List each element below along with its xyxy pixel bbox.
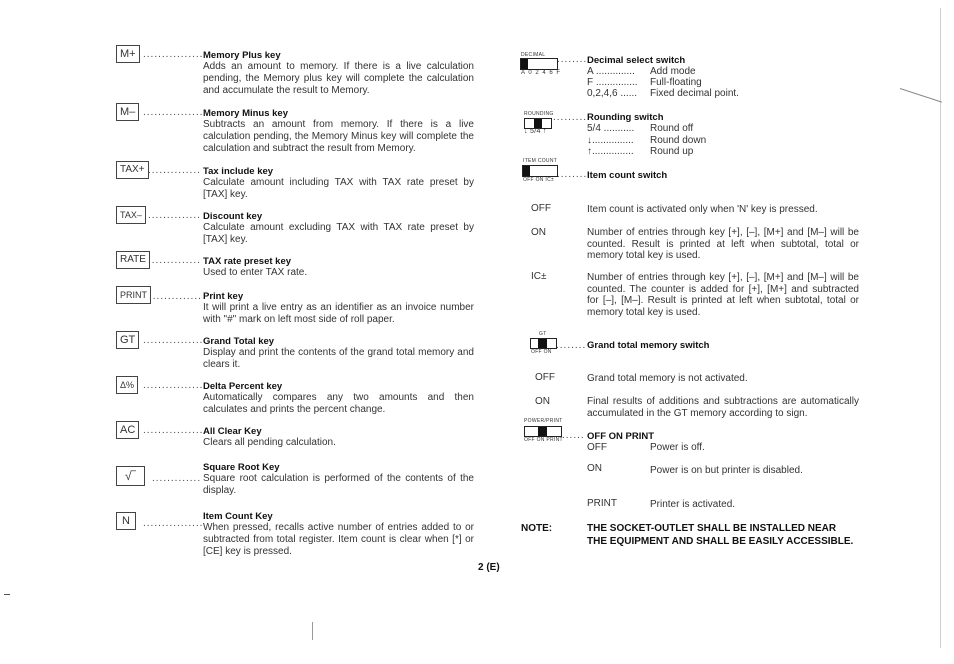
item-count-switch-label: ITEM COUNT [523, 158, 558, 164]
leader-dots: ........ [557, 54, 588, 65]
decimal-option-key: 0,2,4,6 ...... [587, 88, 638, 99]
delta-percent-desc: Automatically compares any two amounts and then calculates and prints the percent change. [203, 392, 474, 415]
leader-dots: ...... [562, 430, 585, 441]
square-root-title: Square Root Key [203, 462, 280, 473]
power-switch-label: POWER/PRINT [524, 418, 563, 424]
decimal-option-value: Full-floating [650, 77, 702, 88]
item-count-switch-icon [522, 165, 558, 177]
ac-key-symbol: AC [116, 421, 139, 439]
leader-dots: ........ [556, 340, 587, 351]
print-desc: It will print a live entry as an identifier as an invoice number with "#" mark on left most side of roll paper. [203, 302, 474, 325]
tax-include-desc: Calculate amount including TAX with TAX rate preset by [TAX] key. [203, 177, 474, 200]
rounding-option-value: Round down [650, 135, 707, 146]
rate-key-symbol: RATE [116, 251, 150, 269]
leader-dots: .............. [148, 165, 201, 176]
delta-percent-key-symbol: Δ% [116, 376, 138, 394]
gt-switch-scale: OFF ON [531, 349, 552, 355]
note-label: NOTE: [521, 523, 553, 534]
discount-title: Discount key [203, 211, 263, 222]
scan-fold-line [940, 8, 941, 648]
gt-on-desc: Final results of additions and subtractions are automatically accumulated in the GT memory according to sign. [587, 396, 859, 419]
memory-minus-title: Memory Minus key [203, 108, 288, 119]
gt-on-label: ON [535, 396, 550, 407]
power-switch-scale: OFF ON PRINT [524, 437, 563, 443]
leader-dots: ................ [143, 380, 204, 391]
decimal-option-value: Fixed decimal point. [650, 88, 739, 99]
decimal-switch-label: DECIMAL [521, 52, 546, 58]
decimal-switch-title: Decimal select switch [587, 55, 686, 66]
discount-desc: Calculate amount excluding TAX with TAX rate preset by [TAX] key. [203, 222, 474, 245]
page-number: 2 (E) [478, 562, 500, 573]
gt-switch-label: GT [539, 331, 547, 337]
leader-dots: .......... [553, 112, 591, 123]
tax-plus-key-symbol: TAX+ [116, 161, 149, 179]
leader-dots: ................ [143, 107, 204, 118]
scan-mark [900, 88, 942, 103]
leader-dots: .............. [148, 255, 201, 266]
power-on-label: ON [587, 463, 602, 474]
tax-include-title: Tax include key [203, 166, 274, 177]
rounding-switch-label: ROUNDING [524, 111, 554, 117]
memory-plus-title: Memory Plus key [203, 50, 281, 61]
decimal-option-key: F ............... [587, 77, 638, 88]
square-root-desc: Square root calculation is performed of the contents of the display. [203, 473, 474, 496]
leader-dots: .............. [149, 291, 202, 302]
item-count-ic-label: IC± [531, 271, 547, 282]
scan-corner-mark [4, 594, 10, 595]
item-count-off-label: OFF [531, 203, 551, 214]
decimal-option-value: Add mode [650, 66, 696, 77]
square-root-key-symbol: √‾ [116, 466, 145, 486]
power-print-label: PRINT [587, 498, 617, 509]
note-line-2: THE EQUIPMENT AND SHALL BE EASILY ACCESSIBLE. [587, 536, 854, 547]
item-count-key-title: Item Count Key [203, 511, 273, 522]
all-clear-desc: Clears all pending calculation. [203, 437, 336, 448]
memory-minus-key-symbol: M– [116, 103, 139, 121]
tax-minus-key-symbol: TAX– [116, 206, 146, 224]
power-switch-icon [524, 426, 562, 437]
leader-dots: ............. [152, 473, 202, 484]
rounding-option-key: ↓............... [587, 135, 634, 146]
tax-rate-title: TAX rate preset key [203, 256, 292, 267]
memory-plus-key-symbol: M+ [116, 45, 140, 63]
item-count-key-symbol: N [116, 512, 136, 530]
print-key-symbol: PRINT [116, 286, 151, 304]
scan-center-line [312, 622, 313, 640]
leader-dots: .............. [148, 210, 201, 221]
note-line-1: THE SOCKET-OUTLET SHALL BE INSTALLED NEAR [587, 523, 837, 534]
delta-percent-title: Delta Percent key [203, 381, 283, 392]
gt-key-symbol: GT [116, 331, 139, 349]
leader-dots: ................ [143, 425, 204, 436]
leader-dots: ................ [143, 335, 204, 346]
decimal-option-key: A .............. [587, 66, 635, 77]
gt-switch-icon [530, 338, 557, 349]
gt-off-label: OFF [535, 372, 555, 383]
grand-total-desc: Display and print the contents of the grand total memory and clears it. [203, 347, 474, 370]
power-on-desc: Power is on but printer is disabled. [650, 465, 803, 476]
rounding-switch-title: Rounding switch [587, 112, 664, 123]
item-count-off-desc: Item count is activated only when 'N' key is pressed. [587, 204, 818, 215]
rounding-option-value: Round off [650, 123, 694, 134]
item-count-switch-title: Item count switch [587, 170, 668, 181]
gt-switch-title: Grand total memory switch [587, 340, 710, 351]
item-count-ic-desc: Number of entries through key [+], [–], [M+] and [M–] will be counted. The counter is added for [+], [M+] and subtracted for [–], [M–]. Result is printed at left when subtotal, total or memory total key is used. [587, 272, 859, 318]
gt-off-desc: Grand total memory is not activated. [587, 373, 748, 384]
rounding-option-key: 5/4 ........... [587, 123, 635, 134]
power-switch-title: OFF ON PRINT [587, 431, 655, 442]
grand-total-title: Grand Total key [203, 336, 275, 347]
decimal-switch-icon [520, 58, 558, 70]
item-count-on-label: ON [531, 227, 546, 238]
item-count-key-desc: When pressed, recalls active number of entries added to or subtracted from total register. Item count is clear when [*] or [CE] key is pressed. [203, 522, 474, 557]
rounding-option-value: Round up [650, 146, 694, 157]
leader-dots: ................ [143, 518, 204, 529]
tax-rate-desc: Used to enter TAX rate. [203, 267, 308, 278]
decimal-switch-scale: A 0 2 4 6 F [521, 70, 562, 76]
item-count-switch-scale: OFF ON IC± [523, 177, 555, 183]
rounding-option-key: ↑............... [587, 146, 634, 157]
all-clear-title: All Clear Key [203, 426, 262, 437]
power-off-label: OFF [587, 442, 607, 453]
leader-dots: ................ [143, 49, 204, 60]
memory-plus-desc: Adds an amount to memory. If there is a live calculation pending, the Memory plus key will complete the calculation and accumulate the result to Memory. [203, 61, 474, 96]
power-print-desc: Printer is activated. [650, 499, 736, 510]
rounding-switch-scale: ↓ 5/4 ↑ [524, 128, 547, 135]
leader-dots: ........ [557, 169, 588, 180]
memory-minus-desc: Subtracts an amount from memory. If there is a live calculation pending, the Memory Minus key will complete the calculation and subtract the result from Memory. [203, 119, 474, 154]
power-off-desc: Power is off. [650, 442, 705, 453]
print-title: Print key [203, 291, 244, 302]
item-count-on-desc: Number of entries through key [+], [–], [M+] and [M–] will be counted. Result is printed at left when subtotal, total or memory total key is used. [587, 227, 859, 261]
